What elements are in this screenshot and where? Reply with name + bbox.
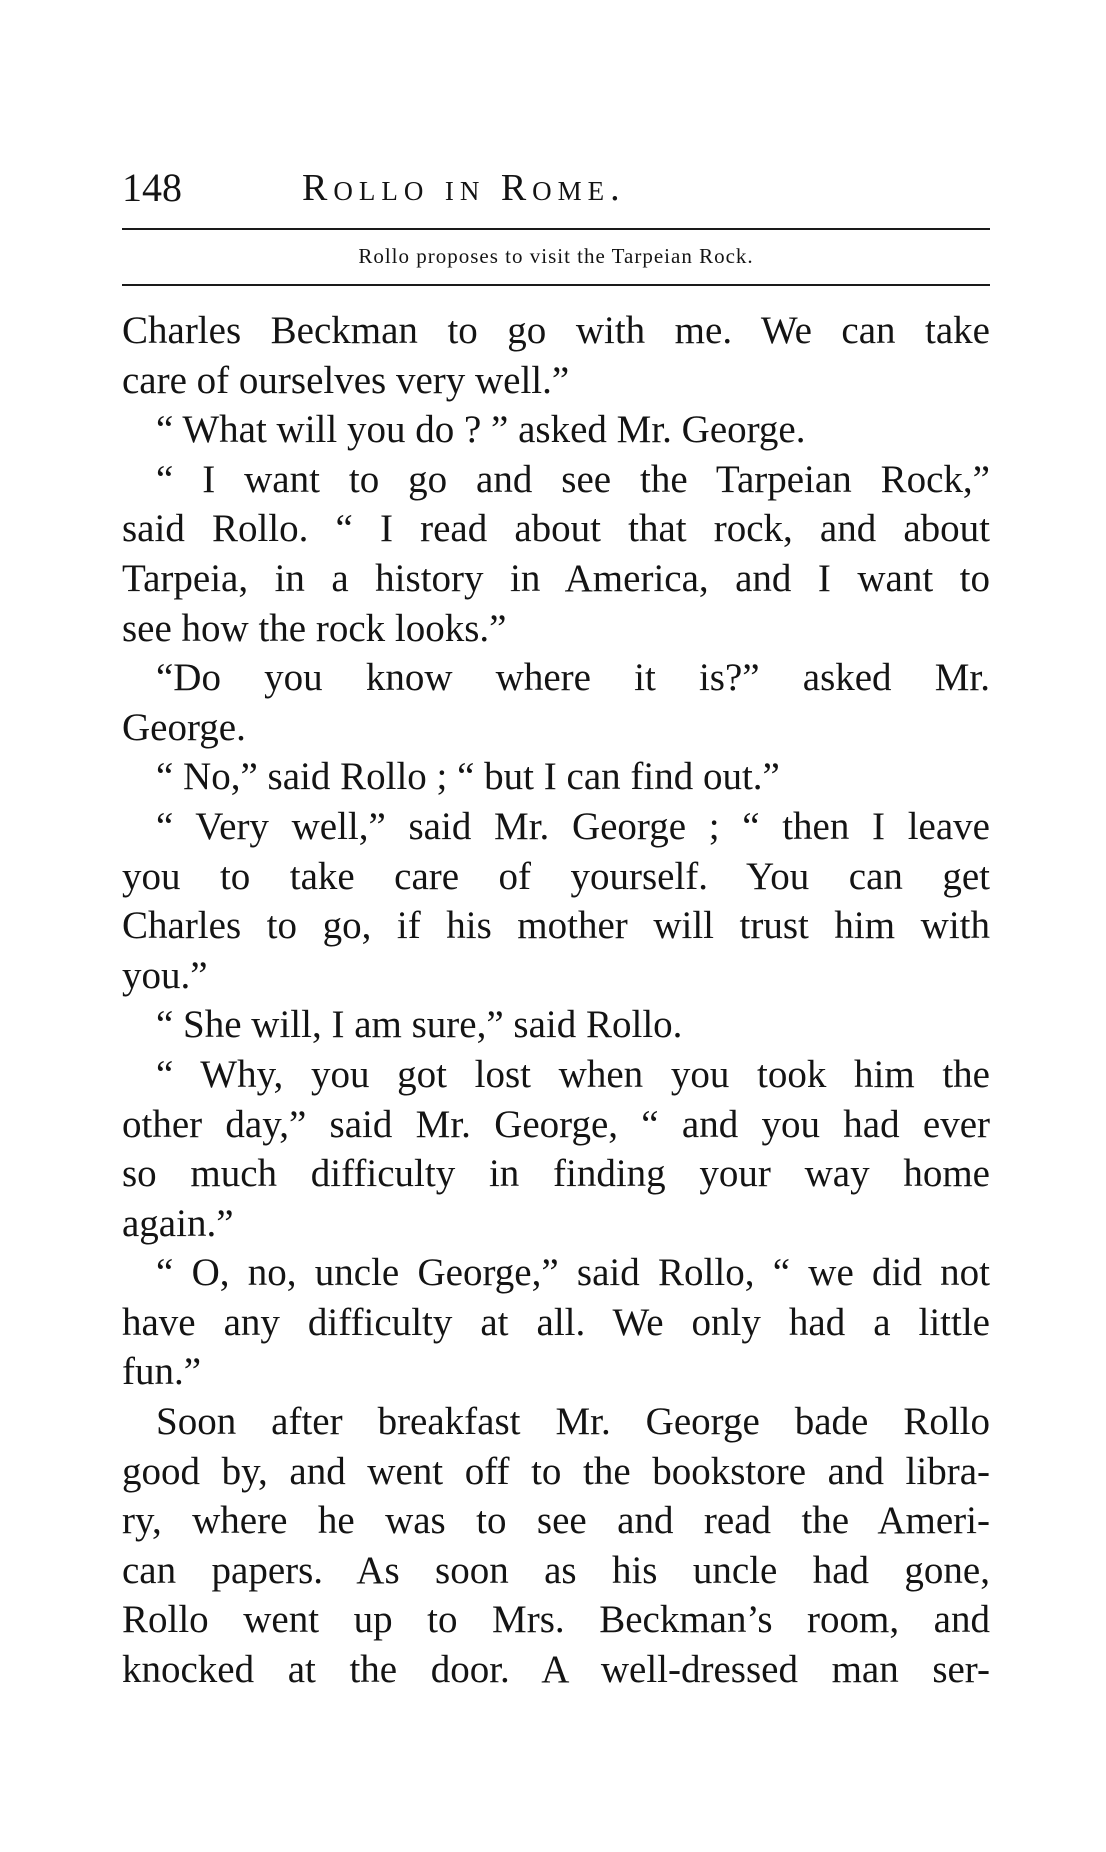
text-line: ry, where he was to see and read the Ameri- [122, 1499, 990, 1543]
text-line: “ Why, you got lost when you took him the [156, 1052, 990, 1096]
text-line: Rollo went up to Mrs. Beckman’s room, and [122, 1598, 990, 1642]
text-line: “ I want to go and see the Tarpeian Rock,” [156, 457, 990, 501]
text-line: knocked at the door. A well-dressed man ser- [122, 1648, 990, 1692]
body-text [122, 306, 990, 1695]
text-line: see how the rock looks.” [122, 606, 507, 650]
text-line: can papers. As soon as his uncle had gone, [122, 1548, 990, 1592]
text-line: “ She will, I am sure,” said Rollo. [156, 1003, 683, 1047]
text-line: “Do you know where it is?” asked Mr. [156, 656, 990, 700]
text-line: you to take care of yourself. You can get [122, 854, 990, 898]
text-line: “ O, no, uncle George,” said Rollo, “ we did not [156, 1251, 990, 1295]
text-line: Charles Beckman to go with me. We can take [122, 309, 990, 352]
text-line: “ What will you do ? ” asked Mr. George. [156, 408, 806, 452]
text-line: care of ourselves very well.” [122, 358, 570, 402]
running-title: Rollo in Rome. [302, 167, 626, 209]
text-line: other day,” said Mr. George, “ and you had ever [122, 1102, 990, 1146]
text-line: you.” [122, 953, 208, 997]
text-line: have any difficulty at all. We only had a little [122, 1300, 990, 1344]
text-line: so much difficulty in finding your way home [122, 1152, 990, 1196]
header-rule-top [122, 228, 990, 230]
text-line: “ No,” said Rollo ; “ but I can find out.” [156, 755, 780, 799]
text-line: Charles to go, if his mother will trust him with [122, 904, 990, 948]
page-subheading: Rollo proposes to visit the Tarpeian Rock. [358, 244, 754, 268]
text-line: Tarpeia, in a history in America, and I want to [122, 556, 990, 600]
page-number: 148 [122, 165, 182, 210]
text-line: good by, and went off to the bookstore and libra- [122, 1449, 990, 1493]
page-header [122, 158, 990, 218]
text-line: said Rollo. “ I read about that rock, and about [122, 507, 990, 551]
text-line: “ Very well,” said Mr. George ; “ then I leave [156, 804, 990, 848]
text-line: fun.” [122, 1350, 202, 1394]
text-line: George. [122, 705, 246, 749]
header-rule-bottom [122, 284, 990, 286]
text-line: Soon after breakfast Mr. George bade Rollo [156, 1400, 990, 1444]
text-line: again.” [122, 1201, 234, 1245]
